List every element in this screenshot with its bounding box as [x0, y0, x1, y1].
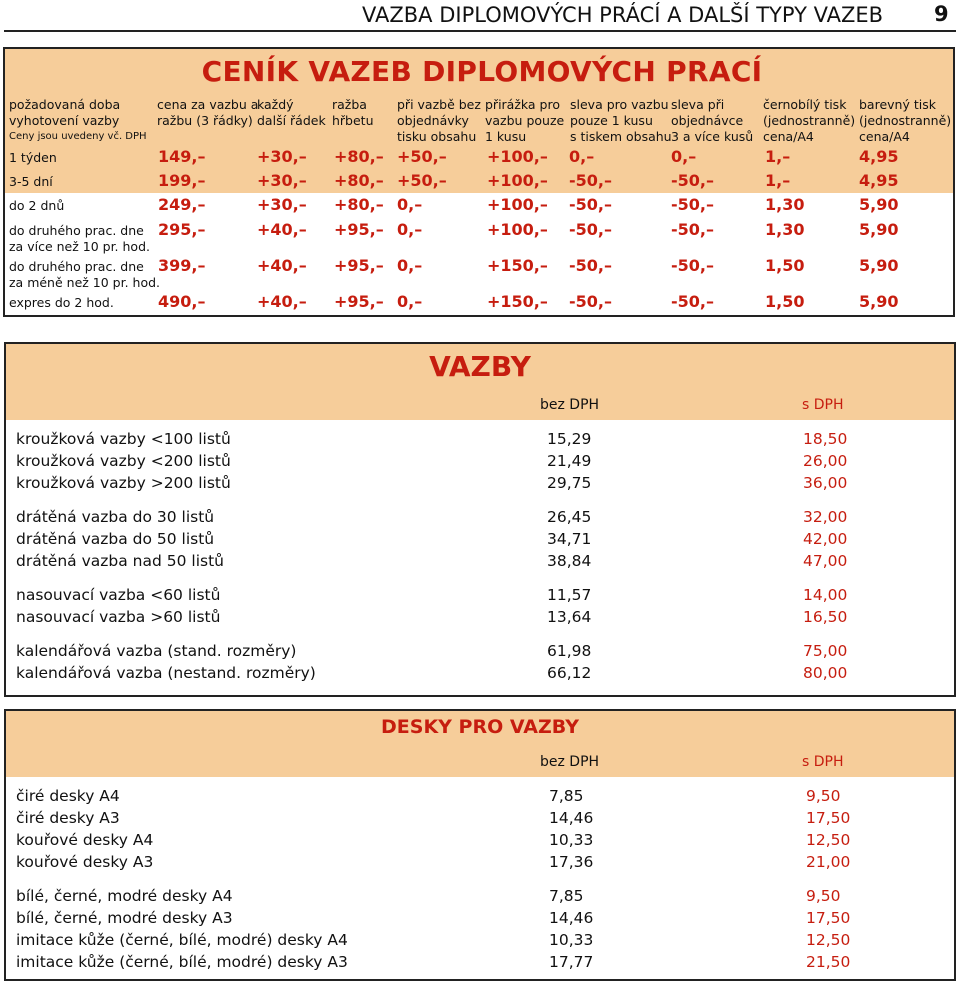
binding-price-with-vat: 16,50: [803, 608, 848, 626]
cover-price-without-vat: 7,85: [549, 887, 584, 905]
cover-price-with-vat: 21,00: [806, 853, 851, 871]
binding-price-with-vat: 18,50: [803, 430, 848, 448]
column-header: [485, 97, 564, 145]
price-cell: +40,–: [257, 256, 307, 275]
cover-item-name: bílé, černé, modré desky A3: [16, 909, 233, 927]
cover-price-without-vat: 14,46: [549, 809, 594, 827]
column-header-line: (jednostranně): [763, 113, 856, 128]
price-cell: +50,–: [397, 171, 447, 190]
price-cell: 0,–: [397, 256, 423, 275]
price-cell: -50,–: [569, 195, 612, 214]
row-label: [9, 259, 160, 291]
cover-item-name: kouřové desky A3: [16, 853, 154, 871]
price-cell: 0,–: [397, 292, 423, 311]
cover-item-name: čiré desky A3: [16, 809, 120, 827]
column-header-line: (jednostranně): [859, 113, 952, 128]
binding-item-name: kroužková vazby <100 listů: [16, 430, 231, 448]
binding-item-name: nasouvací vazba <60 listů: [16, 586, 221, 604]
price-cell: +80,–: [334, 147, 384, 166]
cover-price-without-vat: 10,33: [549, 931, 594, 949]
binding-price-with-vat: 32,00: [803, 508, 848, 526]
price-cell: +100,–: [487, 220, 548, 239]
price-cell: -50,–: [671, 220, 714, 239]
price-cell: +150,–: [487, 292, 548, 311]
price-cell: -50,–: [671, 292, 714, 311]
column-header-line: při vazbě bez: [397, 97, 481, 112]
column-header: [157, 97, 258, 129]
column-header: [671, 97, 753, 145]
column-header-line: sleva pro vazbu: [570, 97, 669, 112]
price-cell: -50,–: [569, 220, 612, 239]
price-cell: +40,–: [257, 292, 307, 311]
price-cell: -50,–: [569, 256, 612, 275]
row-label-line: 3-5 dní: [9, 174, 53, 189]
cover-price-without-vat: 7,85: [549, 787, 584, 805]
binding-price-with-vat: 80,00: [803, 664, 848, 682]
cover-item-name: imitace kůže (černé, bílé, modré) desky A3: [16, 953, 348, 971]
price-cell: 0,–: [397, 220, 423, 239]
column-header-line: sleva při: [671, 97, 725, 112]
column-header: [332, 97, 374, 129]
column-header: [9, 97, 120, 129]
row-label-line: expres do 2 hod.: [9, 295, 114, 310]
price-cell: +100,–: [487, 195, 548, 214]
price-cell: 1,30: [765, 195, 805, 214]
price-cell: -50,–: [569, 171, 612, 190]
row-label-line: do 2 dnů: [9, 198, 65, 213]
price-cell: +30,–: [257, 171, 307, 190]
column-header-line: požadovaná doba: [9, 97, 121, 112]
price-cell: -50,–: [671, 195, 714, 214]
row-label: [9, 150, 57, 166]
cover-price-with-vat: 17,50: [806, 909, 851, 927]
price-cell: 1,30: [765, 220, 805, 239]
row-label-line: 1 týden: [9, 150, 57, 165]
page-header: [0, 0, 960, 34]
binding-price-without-vat: 21,49: [547, 452, 592, 470]
column-header-line: vazbu pouze: [485, 113, 565, 128]
column-header-line: ražba: [332, 97, 367, 112]
price-cell: 490,–: [158, 292, 206, 311]
column-header: [257, 97, 326, 129]
cover-price-with-vat: 12,50: [806, 931, 851, 949]
cover-price-with-vat: 21,50: [806, 953, 851, 971]
column-header-line: 1 kusu: [485, 129, 527, 144]
price-cell: 0,–: [397, 195, 423, 214]
binding-price-without-vat: 38,84: [547, 552, 592, 570]
price-cell: 4,95: [859, 171, 899, 190]
binding-item-name: kroužková vazby >200 listů: [16, 474, 231, 492]
binding-price-without-vat: 29,75: [547, 474, 592, 492]
row-label: [9, 198, 64, 214]
column-header-line: barevný tisk: [859, 97, 936, 112]
price-cell: 5,90: [859, 220, 899, 239]
price-cell: +30,–: [257, 147, 307, 166]
binding-item-name: kroužková vazby <200 listů: [16, 452, 231, 470]
desky-title: DESKY PRO VAZBY: [381, 716, 579, 738]
column-header-line: další řádek: [257, 113, 326, 128]
cover-price-without-vat: 10,33: [549, 831, 594, 849]
column-header-line: ražbu (3 řádky): [157, 113, 253, 128]
price-cell: 1,–: [765, 147, 791, 166]
price-cell: +30,–: [257, 195, 307, 214]
column-header: [570, 97, 672, 145]
cover-price-with-vat: 9,50: [806, 787, 841, 805]
binding-item-name: drátěná vazba do 50 listů: [16, 530, 215, 548]
column-header-line: objednávce: [671, 113, 744, 128]
row-label-line: do druhého prac. dne: [9, 223, 144, 238]
column-header-line: 3 a více kusů: [671, 129, 754, 144]
vazby-col-with-vat: s DPH: [802, 397, 844, 413]
price-cell: +100,–: [487, 147, 548, 166]
price-cell: +80,–: [334, 195, 384, 214]
cover-price-without-vat: 17,36: [549, 853, 594, 871]
row-label-line: za více než 10 pr. hod.: [9, 239, 150, 254]
price-cell: +95,–: [334, 256, 384, 275]
column-header-line: s tiskem obsahu: [570, 129, 672, 144]
cover-price-with-vat: 9,50: [806, 887, 841, 905]
row-label-line: do druhého prac. dne: [9, 259, 144, 274]
column-header-line: tisku obsahu: [397, 129, 477, 144]
price-cell: +150,–: [487, 256, 548, 275]
binding-price-with-vat: 36,00: [803, 474, 848, 492]
cover-item-name: čiré desky A4: [16, 787, 120, 805]
price-list-title: CENÍK VAZEB DIPLOMOVÝCH PRACÍ: [201, 55, 763, 88]
column-header-line: pouze 1 kusu: [570, 113, 653, 128]
price-cell: 5,90: [859, 256, 899, 275]
price-cell: 5,90: [859, 195, 899, 214]
price-cell: +95,–: [334, 292, 384, 311]
binding-price-with-vat: 42,00: [803, 530, 848, 548]
binding-price-without-vat: 13,64: [547, 608, 592, 626]
price-cell: 4,95: [859, 147, 899, 166]
price-cell: 149,–: [158, 147, 206, 166]
price-cell: +95,–: [334, 220, 384, 239]
binding-price-with-vat: 14,00: [803, 586, 848, 604]
price-cell: 199,–: [158, 171, 206, 190]
price-cell: +80,–: [334, 171, 384, 190]
price-list-table: [3, 47, 955, 317]
price-cell: +100,–: [487, 171, 548, 190]
column-header-line: cena za vazbu a: [157, 97, 259, 112]
binding-price-without-vat: 15,29: [547, 430, 592, 448]
column-header-line: objednávky: [397, 113, 469, 128]
price-cell: 399,–: [158, 256, 206, 275]
column-header-line: cena/A4: [859, 129, 910, 144]
price-cell: 295,–: [158, 220, 206, 239]
binding-price-without-vat: 34,71: [547, 530, 592, 548]
price-cell: -50,–: [671, 171, 714, 190]
column-header-line: přirážka pro: [485, 97, 561, 112]
header-rule: [4, 30, 956, 32]
column-header: [397, 97, 481, 145]
binding-item-name: kalendářová vazba (stand. rozměry): [16, 642, 297, 660]
cover-item-name: kouřové desky A4: [16, 831, 154, 849]
page-title: VAZBA DIPLOMOVÝCH PRÁCÍ A DALŠÍ TYPY VAZEB: [362, 3, 884, 27]
binding-price-without-vat: 66,12: [547, 664, 592, 682]
cover-price-with-vat: 17,50: [806, 809, 851, 827]
binding-price-without-vat: 11,57: [547, 586, 592, 604]
column-header: [859, 97, 951, 145]
cover-item-name: imitace kůže (černé, bílé, modré) desky A4: [16, 931, 348, 949]
binding-price-with-vat: 26,00: [803, 452, 848, 470]
column-header-line: každý: [257, 97, 294, 112]
binding-price-without-vat: 61,98: [547, 642, 592, 660]
row-label: [9, 295, 114, 311]
row-label: [9, 223, 150, 255]
binding-price-with-vat: 47,00: [803, 552, 848, 570]
row-label-line: za méně než 10 pr. hod.: [9, 275, 161, 290]
binding-price-without-vat: 26,45: [547, 508, 592, 526]
binding-price-with-vat: 75,00: [803, 642, 848, 660]
row-label: [9, 174, 53, 190]
vazby-col-without-vat: bez DPH: [540, 397, 600, 413]
desky-col-with-vat: s DPH: [802, 754, 844, 770]
cover-item-name: bílé, černé, modré desky A4: [16, 887, 233, 905]
desky-col-without-vat: bez DPH: [540, 754, 600, 770]
column-header-line: hřbetu: [332, 113, 374, 128]
column-header-line: vyhotovení vazby: [9, 113, 120, 128]
binding-item-name: kalendářová vazba (nestand. rozměry): [16, 664, 316, 682]
price-cell: 1,–: [765, 171, 791, 190]
price-cell: -50,–: [671, 256, 714, 275]
cover-price-with-vat: 12,50: [806, 831, 851, 849]
price-cell: 1,50: [765, 292, 805, 311]
price-cell: 249,–: [158, 195, 206, 214]
price-cell: 0,–: [671, 147, 697, 166]
price-cell: 5,90: [859, 292, 899, 311]
price-cell: -50,–: [569, 292, 612, 311]
vat-note: Ceny jsou uvedeny vč. DPH: [9, 131, 147, 142]
price-cell: +40,–: [257, 220, 307, 239]
vazby-title: VAZBY: [429, 350, 531, 383]
binding-item-name: nasouvací vazba >60 listů: [16, 608, 221, 626]
page-number: 9: [934, 2, 949, 26]
cover-price-without-vat: 17,77: [549, 953, 594, 971]
cover-price-without-vat: 14,46: [549, 909, 594, 927]
binding-item-name: drátěná vazba do 30 listů: [16, 508, 215, 526]
binding-item-name: drátěná vazba nad 50 listů: [16, 552, 224, 570]
price-cell: 0,–: [569, 147, 595, 166]
column-header-line: cena/A4: [763, 129, 814, 144]
column-header: [763, 97, 855, 145]
price-cell: 1,50: [765, 256, 805, 275]
price-cell: +50,–: [397, 147, 447, 166]
column-header-line: černobílý tisk: [763, 97, 847, 112]
